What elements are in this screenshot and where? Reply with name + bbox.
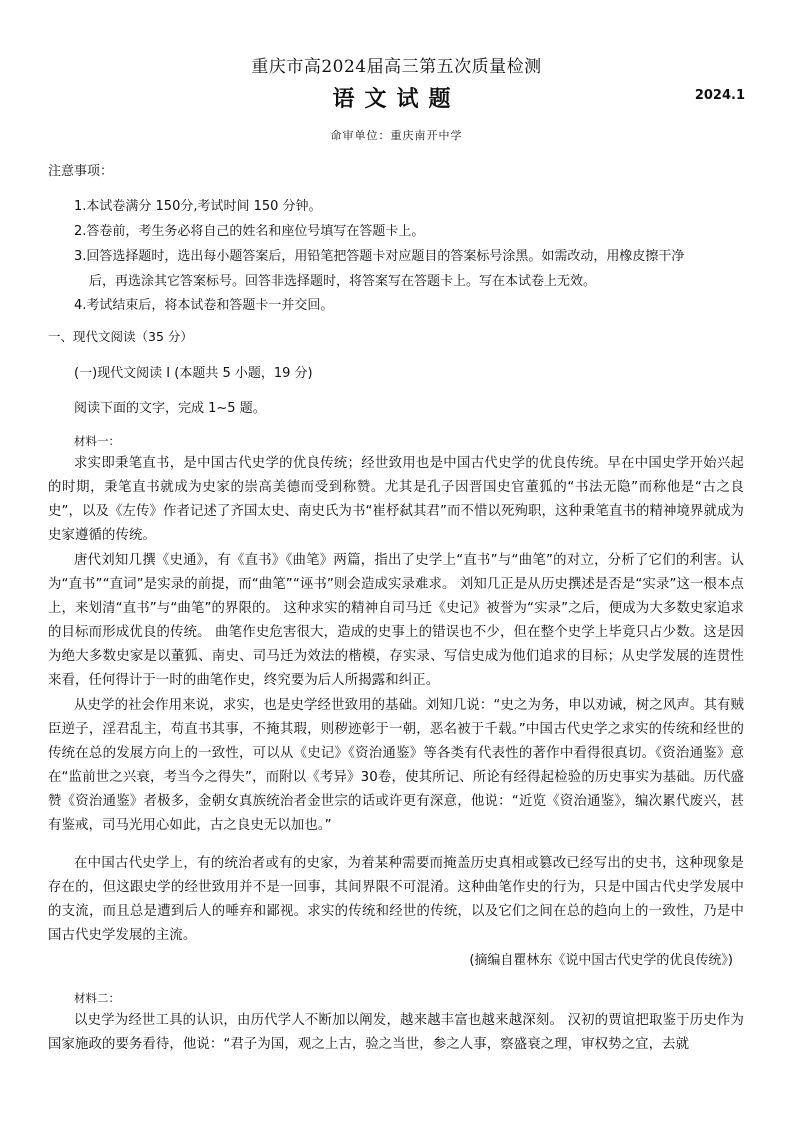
material-one-paragraph: 求实即秉笔直书，是中国古代史学的优良传统；经世致用也是中国古代史学的优良传统。早在中国史学开始兴起的时期，秉笔直书就成为史家的崇高美德而受到称赞。尤其是孔子因晋国史官董狐的“书法无隐”而称他是“古之良史”，以及《左传》作者记述了齐国太史、南史氏为书“崔杼弑其君”而不惜以死殉职，这种秉笔直书的精神境界就成为史家遵循的传统。 (48, 456, 744, 543)
material-one-paragraph: 从史学的社会作用来说，求实，也是史学经世致用的基础。刘知几说：“史之为务，申以劝诫，树之风声。其有贼臣逆子，淫君乱主，苟直书其事，不掩其瑕，则秽迹彰于一朝，恶名被于千载。”中国古代史学之求实的传统和经世的传统在总的发展方向上的一致性，可以从《史记》《资治通鉴》等各类有代表性的著作中看得很真切。《资治通鉴》意在“监前世之兴衰，考当今之得失”，而附以《考异》30卷，使其所记、所论有经得起检验的历史事实为基础。历代盛赞《资治通鉴》者极多，金朝女真族统治者金世宗的话或许更有深意，他说：“近览《资治通鉴》，编次累代废兴，甚有鉴戒，司马光用心如此，古之良史无以加也。” (48, 698, 744, 833)
section-heading: 一、现代文阅读（35 分） (48, 329, 193, 344)
note-item: 3.回答选择题时，选出每小题答案后，用铅笔把答题卡对应题目的答案标号涂黑。如需改动，用橡皮擦干净 (74, 249, 685, 264)
material-one-paragraph: 在中国古代史学上，有的统治者或有的史家，为着某种需要而掩盖历史真相或篡改已经写出的史书，这种现象是存在的，但这跟史学的经世致用并不是一回事，其间界限不可混淆。这种曲笔作史的行为，只是中国古代史学发展中的支流，而且总是遭到后人的唾弃和鄙视。求实的传统和经世的传统，以及它们之间在总的趋向上的一致性，乃是中国古代史学发展的主流。 (48, 856, 744, 943)
exam-setter: 命审单位：重庆南开中学 (330, 129, 463, 142)
material-two-label: 材料二： (74, 991, 120, 1005)
material-two-paragraph: 以史学为经世工具的认识，由历代学人不断加以阐发，越来越丰富也越来越深刻。 汉初的贾谊把取鉴于历史作为国家施政的要务看待，他说：“君子为国，观之上古，验之当世，参之人事，察盛衰之理，审权势之宜，去就 (48, 1013, 744, 1052)
note-item: 2.答卷前，考生务必将自己的姓名和座位号填写在答题卡上。 (74, 224, 425, 239)
exam-title: 重庆市高2024届高三第五次质量检测 (251, 57, 542, 77)
note-item: 4.考试结束后，将本试卷和答题卡一并交回。 (74, 298, 334, 313)
note-item-continued: 后，再选涂其它答案标号。回答非选择题时，将答案写在答题卡上。写在本试卷上无效。 (89, 274, 597, 289)
reading-instruction: 阅读下面的文字，完成 1~5 题。 (74, 401, 266, 416)
source-citation: (摘编自瞿林东《说中国古代史学的优良传统》) (469, 953, 733, 968)
note-item: 1.本试卷满分 150分,考试时间 150 分钟。 (74, 199, 322, 214)
exam-date: 2024.1 (694, 88, 745, 103)
subject-title: 语文试题 (332, 87, 461, 112)
material-one-paragraph: 唐代刘知几撰《史通》，有《直书》《曲笔》两篇，指出了史学上“直书”与“曲笔”的对立，分析了它们的利害。认为“直书”“直词”是实录的前提，而“曲笔”“诬书”则会造成实录难求。 刘知几正是从历史撰述是否是“实录”这一根本点上，来划清“直书”与“曲笔”的界限的。 这种求实的精神自司马迁《史记》被誉为“实录”之后，便成为大多数史家追求的目标而形成优良的传统。 曲笔作史危害很大，造成的史事上的错误也不少，但在整个史学上毕竟只占少数。这是因为绝大多数史家是以董狐、南史、司马迁为效法的楷模，存实录、写信史成为他们追求的目标；从史学发展的连贯性来看，任何得计于一时的曲笔作史，终究要为后人所揭露和纠正。 (48, 553, 744, 688)
subsection-heading: (一)现代文阅读 I (本题共 5 小题，19 分) (74, 366, 313, 381)
notes-heading: 注意事项： (48, 164, 114, 179)
material-one-label: 材料一： (74, 434, 120, 448)
